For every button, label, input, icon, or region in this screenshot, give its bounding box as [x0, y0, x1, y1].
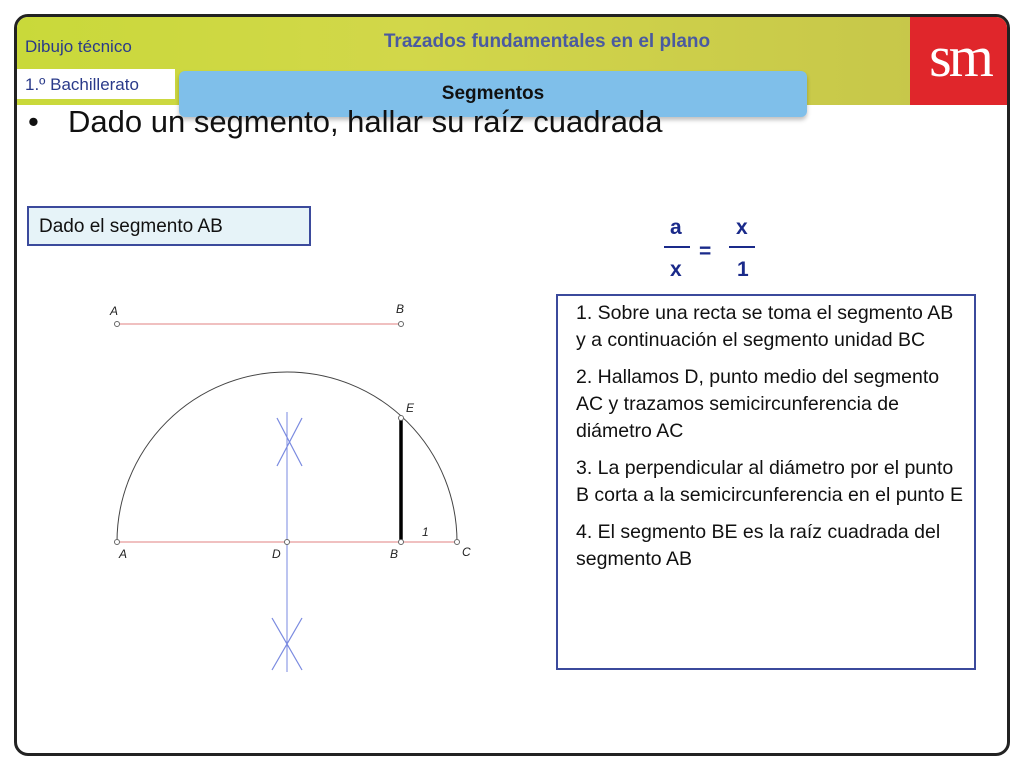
step-1: 1. Sobre una recta se toma el segmento AB y a continuación el segmento unidad BC [576, 302, 954, 351]
point-c [455, 540, 460, 545]
label-a: A [119, 547, 128, 561]
step-2: 2. Hallamos D, punto medio del segmento AC y trazamos semicircunferencia de diámetro AC [576, 366, 940, 442]
step-4: 4. El segmento BE es la raíz cuadrada del segmento AB [576, 521, 941, 570]
formula-equals: = [699, 240, 712, 263]
label-top-b: B [396, 302, 405, 316]
label-unit: 1 [422, 525, 429, 539]
point-top-a [115, 322, 120, 327]
formula-right-numerator: x [736, 216, 748, 239]
given-box: Dado el segmento AB [27, 206, 311, 246]
label-c: C [462, 545, 471, 559]
point-b [399, 540, 404, 545]
formula-left-denominator: x [670, 258, 682, 281]
label-e: E [406, 401, 415, 415]
formula-left-numerator: a [670, 216, 682, 239]
sm-logo: sm [910, 17, 1010, 105]
bullet-icon: • [28, 104, 39, 139]
course-label: 1.º Bachillerato [25, 75, 139, 94]
formula-right-denominator: 1 [737, 258, 749, 281]
label-b: B [390, 547, 399, 561]
header-title: Trazados fundamentales en el plano [383, 31, 711, 52]
point-d [285, 540, 290, 545]
section-tab-label: Segmentos [441, 83, 545, 104]
point-e [399, 416, 404, 421]
label-top-a: A [110, 304, 119, 318]
step-3: 3. La perpendicular al diámetro por el punto B corta a la semicircunferencia en el punto E [576, 457, 963, 506]
subject-label: Dibujo técnico [25, 37, 132, 56]
slide-title: Dado un segmento, hallar su raíz cuadrada [68, 104, 663, 139]
point-a [115, 540, 120, 545]
point-top-b [399, 322, 404, 327]
label-d: D [272, 547, 281, 561]
